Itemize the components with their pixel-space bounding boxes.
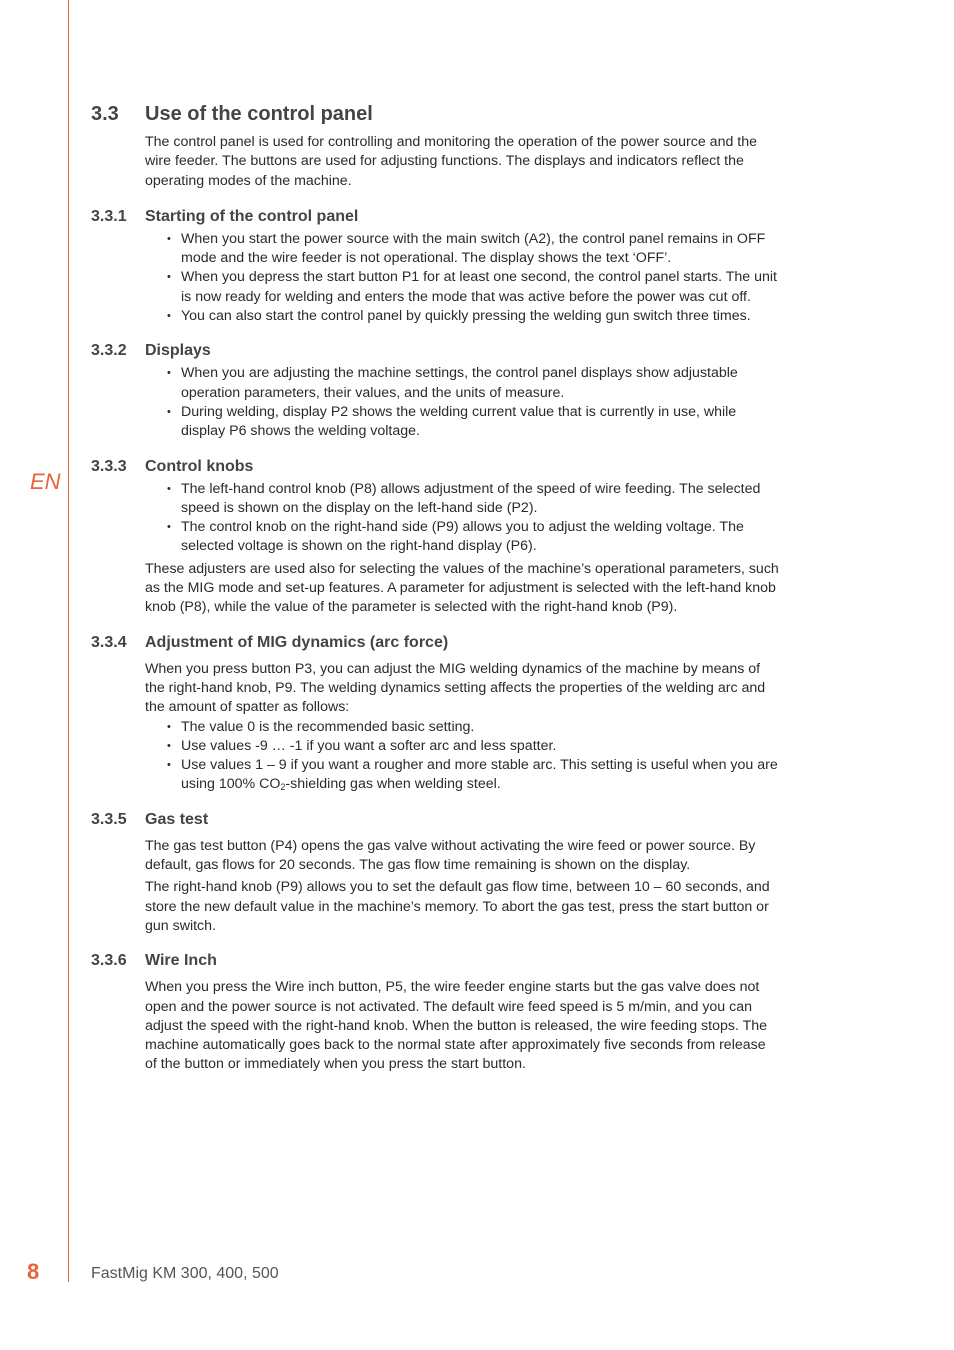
subsection-body-332 [145,364,781,441]
subsection-title: Gas test [145,810,209,828]
subsection-number: 3.3.5 [91,810,127,828]
section-heading [91,101,781,127]
subsection-title: Displays [145,342,211,360]
section-intro-block [145,133,781,191]
subsection-heading-333 [91,456,781,478]
list-item: • When you start the power source with the main switch (A2), the control panel remains in OFF mode and the wire feeder is not operational. The display shows the text ‘OFF’. [145,230,781,269]
subsection-number: 3.3.4 [91,633,127,651]
bullet-list [145,364,781,441]
list-item: • You can also start the control panel by quickly pressing the welding gun switch three times. [145,307,781,326]
subsection-heading-331 [91,206,781,228]
footer-product: FastMig KM 300, 400, 500 [91,1265,279,1282]
paragraph: When you press the Wire inch button, P5, the wire feeder engine starts but the gas valve does not open and the power source is not activated. The default wire feed speed is 5 m/min, and you can adjust the speed with the right-hand knob. When the button is released, the wire feeding stops. The machine automatically goes back to the normal state after approximately five seconds from release of the button or immediately when you press the start button. [145,979,768,1073]
list-item: • The value 0 is the recommended basic setting. [145,718,781,737]
subsection-number: 3.3.6 [91,952,127,970]
paragraph: The right-hand knob (P9) allows you to set the default gas flow time, between 10 – 60 seconds, and store the new default value in the machine’s memory. To abort the gas test, press the start button or gun switch. [145,879,770,934]
subsection-title: Adjustment of MIG dynamics (arc force) [145,633,449,651]
bullet-list [145,718,781,795]
section-title: Use of the control panel [145,103,373,125]
bullet-list [145,480,781,557]
paragraph: The gas test button (P4) opens the gas valve without activating the wire feed or power source. By default, gas flows for 20 seconds. The gas flow time remaining is shown on the display. [145,837,756,874]
subsection-heading-334 [91,632,781,654]
page-number: 8 [27,1259,40,1284]
subsection-number: 3.3.3 [91,457,127,475]
list-item: • When you are adjusting the machine settings, the control panel displays show adjustable operation parameters, their values, and the units of measure. [145,364,781,403]
subsection-body-333 [145,480,781,618]
bullet-list [145,230,781,326]
list-item: • The left-hand control knob (P8) allows adjustment of the speed of wire feeding. The selected speed is shown on the display on the left-hand side (P2). [145,480,781,519]
paragraph: When you press button P3, you can adjust the MIG welding dynamics of the machine by means of the right-hand knob, P9. The welding dynamics setting affects the properties of the welding arc and the amount of spatter as follows: [145,660,766,716]
list-item: • When you depress the start button P1 for at least one second, the control panel starts. The unit is now ready for welding and enters the mode that was active before the power was cut off. [145,268,781,307]
subscript: 2 [280,782,286,793]
subsection-heading-332 [91,340,781,362]
margin-rule [68,0,69,1282]
subsection-body-334 [145,660,781,795]
section-intro: The control panel is used for controlling and monitoring the operation of the power source and the wire feeder. The buttons are used for adjusting functions. The displays and indicators reflect the operating modes of the machine. [145,134,758,189]
subsection-body-335 [145,837,781,936]
subsection-title: Starting of the control panel [145,207,359,225]
section-number: 3.3 [91,103,119,125]
subsection-heading-335 [91,809,781,831]
subsection-title: Wire Inch [145,952,217,970]
page-content [91,101,781,1075]
subsection-number: 3.3.2 [91,342,127,360]
list-item-text: Use values 1 – 9 if you want a rougher and more stable arc. This setting is useful when you are using 100% CO [181,757,778,793]
list-item: • Use values -9 … -1 if you want a softer arc and less spatter. [145,737,781,756]
list-item: • The control knob on the right-hand side (P9) allows you to adjust the welding voltage. The selected voltage is shown on the right-hand display (P6). [145,518,781,557]
subsection-number: 3.3.1 [91,207,127,225]
subsection-title: Control knobs [145,457,254,475]
subsection-body-336 [145,978,781,1074]
subsection-body-331 [145,230,781,326]
list-item: • During welding, display P2 shows the welding current value that is currently in use, while display P6 shows the welding voltage. [145,403,781,442]
paragraph: These adjusters are used also for selecting the values of the machine’s operational parameters, such as the MIG mode and set-up features. A parameter for adjustment is selected with the left-hand knob knob (P8), while the value of the parameter is selected with the right-hand knob (P9). [145,560,779,616]
language-tab: EN [30,469,61,494]
subsection-heading-336 [91,950,781,972]
list-item-text: -shielding gas when welding steel. [285,776,501,793]
list-item [145,756,781,795]
